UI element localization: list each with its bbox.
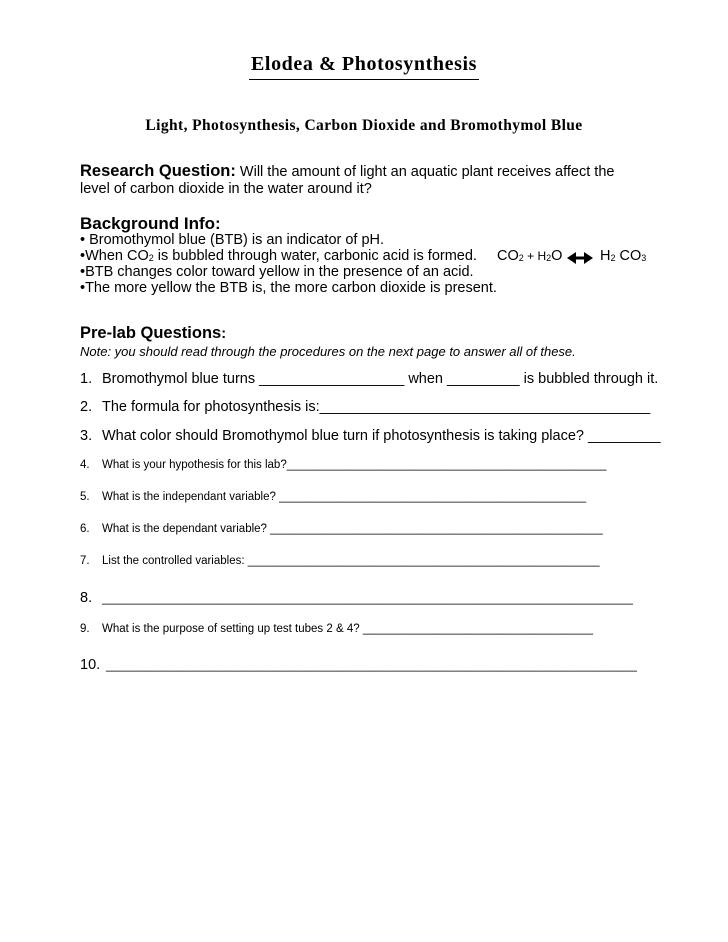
question-1 <box>80 371 658 387</box>
prelab-note: Note: you should read through the procedures on the next page to answer all of these. <box>80 344 576 359</box>
equation-product-h-sub: 2 <box>610 253 616 263</box>
equation-plus-h: + H <box>523 249 547 263</box>
question-2 <box>80 399 650 415</box>
background-line2 <box>80 248 477 264</box>
question-number: 2. <box>80 399 93 415</box>
page-title <box>0 53 728 80</box>
question-text: What is your hypothesis for this lab?__________________________________________________ <box>102 459 607 471</box>
question-text: What is the dependant variable? ____________________________________________________ <box>102 523 603 535</box>
question-text: List the controlled variables: _______________________________________________________ <box>102 555 600 567</box>
equation-o: O <box>551 248 563 264</box>
research-question-heading: Research Question: <box>80 162 236 180</box>
question-number: 10. <box>80 657 101 673</box>
research-question-line1 <box>80 162 614 181</box>
background-line3: •BTB changes color toward yellow in the presence of an acid. <box>80 264 474 280</box>
question-text: Bromothymol blue turns __________________ when _________ is bubbled through it. <box>102 371 659 387</box>
question-5 <box>80 491 586 503</box>
equation-product-h: H <box>600 248 611 264</box>
equation-co-sub: 2 <box>518 253 524 263</box>
background-line1: • Bromothymol blue (BTB) is an indicator of pH. <box>80 232 385 248</box>
question-text: What is the independant variable? ________________________________________________ <box>102 491 587 503</box>
question-number: 9. <box>80 623 90 635</box>
equation-co: CO <box>497 248 519 264</box>
research-question-text2: level of carbon dioxide in the water around it? <box>80 181 372 197</box>
question-text: What is the purpose of setting up test tubes 2 & 4? ____________________________________ <box>102 623 594 635</box>
question-4 <box>80 459 607 471</box>
question-3 <box>80 428 661 444</box>
equation-product-co: CO <box>615 248 642 264</box>
question-number: 5. <box>80 491 90 503</box>
background-line2-b: is bubbled through water, carbonic acid is formed. <box>153 248 477 264</box>
equation-h-sub: 2 <box>546 253 552 263</box>
question-number: 4. <box>80 459 90 471</box>
question-6 <box>80 523 603 535</box>
background-line2-a: •When CO <box>80 248 149 264</box>
question-text: What color should Bromothymol blue turn if photosynthesis is taking place? _________ <box>102 428 661 444</box>
equation-product <box>600 248 646 264</box>
question-9 <box>80 623 593 635</box>
title-text: Elodea & Photosynthesis <box>249 53 479 80</box>
background-line2-sub: 2 <box>148 253 154 263</box>
question-number: 8. <box>80 590 93 606</box>
page-subtitle: Light, Photosynthesis, Carbon Dioxide and Bromothymol Blue <box>145 117 583 134</box>
double-arrow-icon <box>567 251 593 265</box>
question-text: ___________________________________________________________________________________ <box>106 660 637 672</box>
equation-reactants <box>497 248 562 264</box>
background-line4: •The more yellow the BTB is, the more carbon dioxide is present. <box>80 280 497 296</box>
question-number: 3. <box>80 428 93 444</box>
prelab-heading: Pre-lab Questions <box>80 324 222 342</box>
prelab-heading-colon: : <box>221 326 227 342</box>
question-10 <box>80 657 637 673</box>
question-number: 1. <box>80 371 93 387</box>
research-question-text1: Will the amount of light an aquatic plant receives affect the <box>235 164 615 180</box>
question-text: ___________________________________________________________________________________ <box>102 593 633 605</box>
question-number: 6. <box>80 523 90 535</box>
equation-product-co-sub: 3 <box>641 253 647 263</box>
question-text: The formula for photosynthesis is:_________________________________________ <box>102 399 651 415</box>
background-heading: Background Info: <box>80 214 221 233</box>
question-8 <box>80 590 633 606</box>
prelab-heading-row <box>80 324 226 343</box>
question-7 <box>80 555 600 567</box>
question-number: 7. <box>80 555 90 567</box>
